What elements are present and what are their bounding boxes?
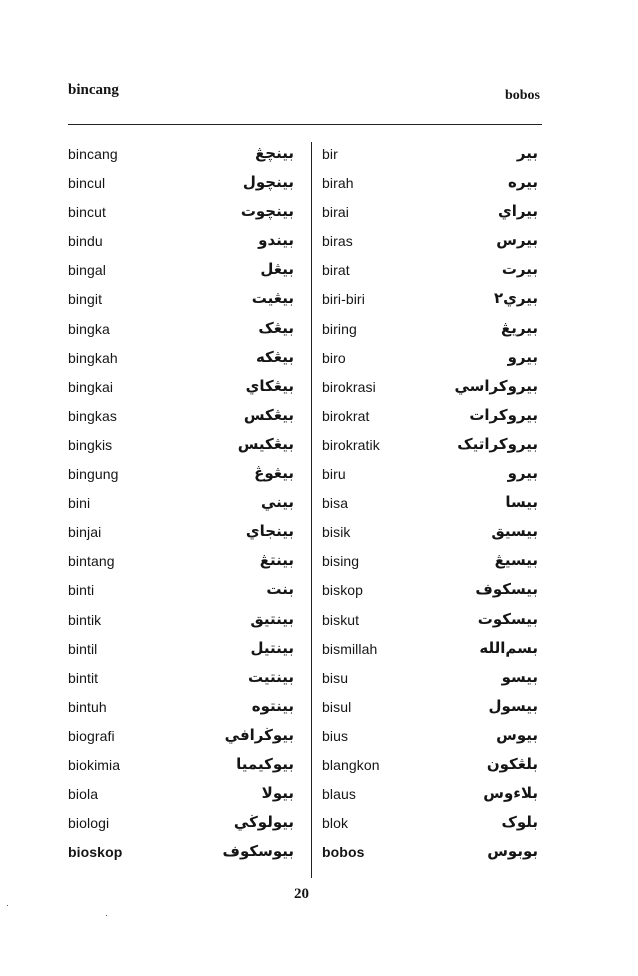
entry-latin-word: birat	[322, 262, 350, 279]
entry-jawi-word: بيڠيت	[251, 289, 294, 308]
entry-latin-word: blok	[322, 815, 349, 832]
scan-speck	[7, 905, 8, 906]
entry-jawi-word: بيرو	[507, 347, 538, 366]
entry-jawi-word: بينچوت	[240, 202, 294, 221]
dictionary-entry	[68, 667, 294, 696]
dictionary-entry	[68, 143, 294, 172]
entry-jawi-word: بيوس	[496, 725, 538, 744]
entry-jawi-word: بيولا	[261, 784, 294, 803]
entry-latin-word: bisik	[322, 524, 351, 541]
entry-latin-word: biru	[322, 466, 346, 483]
dictionary-entry	[322, 812, 538, 841]
left-entry-column	[68, 143, 294, 870]
header-rule	[68, 124, 542, 125]
entry-jawi-word: بوبوس	[487, 842, 538, 861]
dictionary-entry	[68, 638, 294, 667]
entry-latin-word: bingkas	[68, 407, 117, 424]
column-divider	[311, 142, 312, 878]
entry-latin-word: birokrat	[322, 407, 370, 424]
dictionary-entry	[322, 609, 538, 638]
dictionary-entry	[68, 405, 294, 434]
entry-jawi-word: بيسکوت	[477, 609, 538, 628]
entry-latin-word: bingung	[68, 466, 119, 483]
dictionary-entry	[322, 318, 538, 347]
entry-latin-word: binjai	[68, 524, 102, 541]
entry-latin-word: bingka	[68, 320, 110, 337]
entry-latin-word: blaus	[322, 786, 356, 803]
entry-latin-word: biola	[68, 786, 99, 803]
entry-jawi-word: بيسيق	[491, 522, 538, 541]
dictionary-entry	[322, 201, 538, 230]
dictionary-entry	[68, 725, 294, 754]
entry-jawi-word: بيني	[260, 493, 294, 512]
entry-latin-word: birah	[322, 175, 354, 192]
entry-latin-word: bini	[68, 495, 91, 512]
entry-latin-word: bisul	[322, 698, 352, 715]
entry-latin-word: biring	[322, 320, 357, 337]
entry-jawi-word: بيڠکس	[243, 405, 294, 424]
entry-jawi-word: بيروكراتيک	[457, 434, 538, 453]
dictionary-entry	[322, 347, 538, 376]
dictionary-entry	[322, 521, 538, 550]
entry-latin-word: birokrasi	[322, 378, 376, 395]
entry-jawi-word: بيروكراسي	[454, 376, 538, 395]
entry-latin-word: biokimia	[68, 756, 121, 773]
entry-jawi-word: بينتيق	[250, 609, 294, 628]
entry-latin-word: binti	[68, 582, 95, 599]
entry-jawi-word: بيرت	[501, 260, 538, 279]
entry-jawi-word: بيندو	[258, 231, 294, 250]
header-guide-word-right: bobos	[504, 88, 540, 103]
entry-latin-word: bisa	[322, 495, 349, 512]
entry-jawi-word: بينتوه	[251, 696, 294, 715]
dictionary-entry	[68, 230, 294, 259]
dictionary-entry	[68, 812, 294, 841]
entry-jawi-word: بيريڠ	[501, 318, 538, 337]
entry-jawi-word: بيڠوڠ	[254, 464, 294, 483]
dictionary-entry	[322, 172, 538, 201]
entry-latin-word: bingkai	[68, 378, 114, 395]
entry-jawi-word: بيڠكه	[255, 347, 294, 366]
entry-latin-word: bintuh	[68, 698, 107, 715]
entry-jawi-word: بير	[516, 144, 538, 162]
dictionary-entry	[68, 696, 294, 725]
dictionary-entry	[68, 288, 294, 317]
entry-latin-word: bingkah	[68, 349, 118, 366]
dictionary-entry	[322, 434, 538, 463]
entry-latin-word: bingit	[68, 291, 103, 308]
entry-jawi-word: بلڠكون	[486, 754, 538, 773]
entry-latin-word: bintil	[68, 640, 98, 657]
entry-jawi-word: بينتيل	[250, 638, 294, 657]
entry-jawi-word: بيڠل	[260, 260, 294, 279]
entry-jawi-word: بيري٢	[494, 289, 538, 308]
entry-latin-word: biografi	[68, 727, 115, 744]
entry-latin-word: bisu	[322, 669, 349, 686]
entry-jawi-word: بيرو	[507, 464, 538, 483]
entry-jawi-word: بيسکوف	[475, 580, 538, 599]
right-entry-column	[322, 143, 538, 870]
entry-jawi-word: بيوکيميا	[236, 754, 294, 773]
entry-latin-word: bincang	[68, 146, 118, 162]
entry-jawi-word: بسم‌الله	[479, 638, 538, 657]
entry-latin-word: bintik	[68, 611, 102, 628]
entry-jawi-word: بيوڬرافي	[224, 725, 294, 744]
entry-jawi-word: بيسو	[501, 667, 538, 686]
entry-latin-word: bincut	[68, 204, 106, 221]
entry-latin-word: biro	[322, 349, 346, 366]
dictionary-entry	[68, 376, 294, 405]
entry-jawi-word: بينچول	[242, 173, 294, 192]
entry-latin-word: bobos	[322, 844, 365, 861]
entry-jawi-word: بيروكرات	[469, 405, 538, 424]
dictionary-entry	[68, 434, 294, 463]
entry-latin-word: birokratik	[322, 436, 380, 453]
entry-latin-word: biologi	[68, 815, 110, 832]
entry-jawi-word: بينچڠ	[255, 144, 294, 162]
entry-jawi-word: بينتڠ	[259, 551, 294, 570]
dictionary-entry	[68, 347, 294, 376]
entry-jawi-word: بلوک	[501, 813, 538, 832]
dictionary-entry	[322, 667, 538, 696]
entry-latin-word: biri-biri	[322, 291, 365, 308]
dictionary-entry	[322, 376, 538, 405]
dictionary-entry	[68, 550, 294, 579]
dictionary-entry	[322, 725, 538, 754]
entry-latin-word: bingal	[68, 262, 106, 279]
dictionary-entry	[68, 492, 294, 521]
entry-latin-word: birai	[322, 204, 349, 221]
dictionary-entry	[322, 492, 538, 521]
entry-jawi-word: بيوسكوف	[222, 842, 294, 861]
dictionary-entry	[322, 638, 538, 667]
entry-jawi-word: بيڠک	[258, 318, 294, 337]
dictionary-entry	[322, 550, 538, 579]
dictionary-entry	[322, 288, 538, 317]
page-number: 20	[294, 886, 309, 902]
dictionary-entry	[68, 521, 294, 550]
entry-latin-word: bius	[322, 727, 349, 744]
dictionary-entry	[68, 579, 294, 608]
entry-jawi-word: بيڠکيس	[237, 434, 294, 453]
entry-latin-word: bintit	[68, 669, 99, 686]
entry-latin-word: bintang	[68, 553, 115, 570]
dictionary-entry	[322, 230, 538, 259]
entry-latin-word: bioskop	[68, 844, 123, 861]
dictionary-entry	[322, 259, 538, 288]
entry-jawi-word: بينجاي	[245, 522, 294, 541]
entry-jawi-word: بيولوڬي	[233, 813, 294, 832]
entry-jawi-word: بنت	[266, 580, 294, 599]
dictionary-entry	[68, 609, 294, 638]
entry-latin-word: bir	[322, 146, 338, 162]
dictionary-entry	[68, 463, 294, 492]
dictionary-entry	[322, 696, 538, 725]
dictionary-entry	[68, 318, 294, 347]
entry-latin-word: bindu	[68, 233, 103, 250]
scan-speck	[106, 915, 107, 916]
dictionary-entry	[322, 143, 538, 172]
entry-latin-word: biras	[322, 233, 353, 250]
entry-jawi-word: بيراي	[498, 202, 538, 221]
dictionary-entry	[68, 201, 294, 230]
header-guide-word-left: bincang	[68, 82, 119, 98]
dictionary-entry	[68, 783, 294, 812]
entry-jawi-word: بيسول	[488, 696, 538, 715]
entry-latin-word: bincul	[68, 175, 106, 192]
entry-jawi-word: بلاءوس	[483, 784, 538, 803]
dictionary-entry	[322, 754, 538, 783]
dictionary-entry	[322, 783, 538, 812]
dictionary-entry	[322, 841, 538, 870]
dictionary-entry	[322, 405, 538, 434]
entry-jawi-word: بيره	[508, 173, 538, 192]
dictionary-entry	[68, 259, 294, 288]
dictionary-entry	[322, 579, 538, 608]
entry-latin-word: bismillah	[322, 640, 378, 657]
dictionary-entry	[68, 841, 294, 870]
entry-jawi-word: بيسيڠ	[494, 551, 538, 570]
entry-latin-word: bising	[322, 553, 360, 570]
entry-jawi-word: بيرس	[496, 231, 538, 250]
dictionary-entry	[322, 463, 538, 492]
dictionary-entry	[68, 172, 294, 201]
entry-jawi-word: بينتيت	[247, 667, 294, 686]
entry-latin-word: blangkon	[322, 756, 380, 773]
entry-latin-word: bingkis	[68, 436, 113, 453]
entry-latin-word: biskut	[322, 611, 360, 628]
entry-jawi-word: بيسا	[505, 493, 538, 512]
dictionary-entry	[68, 754, 294, 783]
entry-jawi-word: بيڠکاي	[245, 376, 294, 395]
entry-latin-word: biskop	[322, 582, 364, 599]
